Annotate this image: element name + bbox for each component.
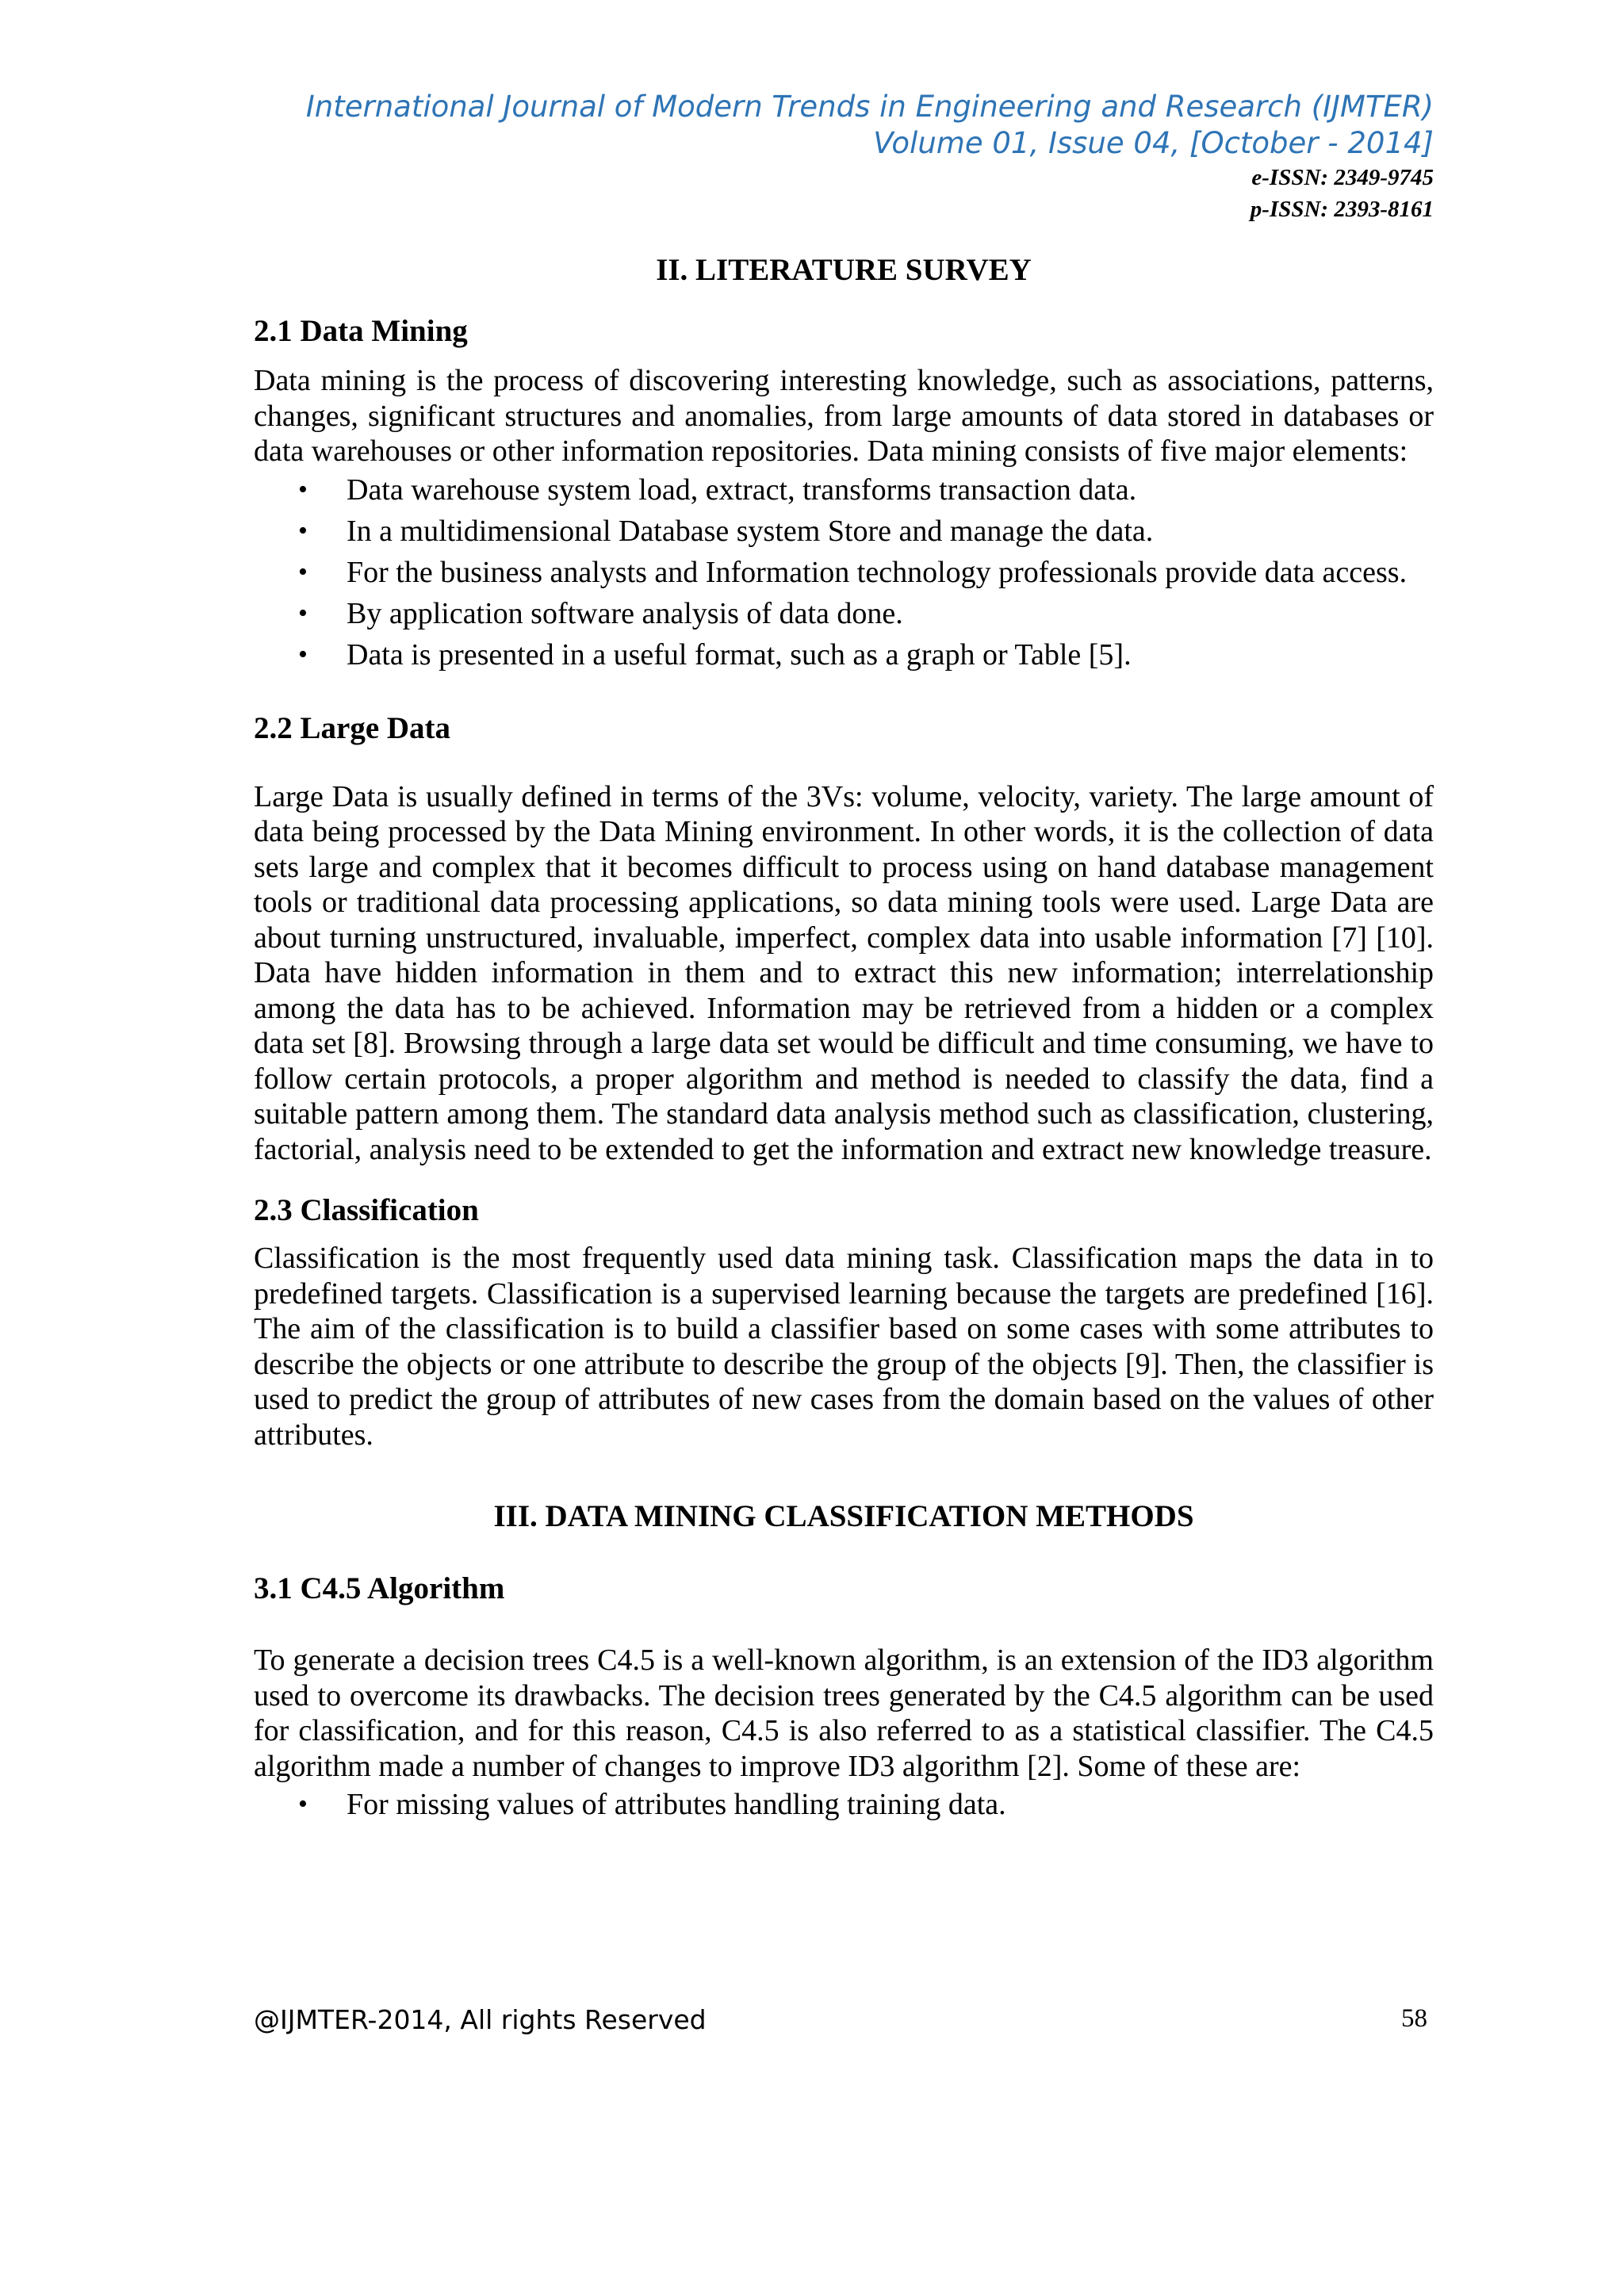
page-number: 58	[1401, 2004, 1427, 2033]
list-item-text: By application software analysis of data done.	[347, 596, 903, 630]
paragraph-data-mining: Data mining is the process of discovering interesting knowledge, such as associations, patterns, changes, significant structures and anomalies, from large amounts of data stored in databases or data warehouses or other information repositories. Data mining consists of five major elements:	[254, 364, 1434, 468]
subheading-c45-algorithm: 3.1 C4.5 Algorithm	[254, 1571, 505, 1605]
section-title-classification-methods: III. DATA MINING CLASSIFICATION METHODS	[493, 1499, 1194, 1533]
journal-volume: Volume 01, Issue 04, [October - 2014]	[873, 126, 1434, 160]
list-item	[254, 469, 1434, 511]
list-item	[254, 552, 1434, 593]
copyright-notice: @IJMTER-2014, All rights Reserved	[254, 2004, 707, 2035]
pissn: p-ISSN: 2393-8161	[1250, 197, 1434, 222]
journal-header	[306, 89, 1434, 225]
list-item-text: Data warehouse system load, extract, transforms transaction data.	[347, 473, 1137, 507]
bullet-icon: •	[298, 639, 308, 669]
list-item-text: For the business analysts and Information technology professionals provide data access.	[347, 555, 1408, 589]
eissn: e-ISSN: 2349-9745	[1251, 165, 1434, 190]
section-title-literature-survey: II. LITERATURE SURVEY	[656, 253, 1032, 287]
main-content	[254, 252, 1434, 1825]
list-item-text: Data is presented in a useful format, such as a graph or Table [5].	[347, 637, 1132, 672]
list-item-text: In a multidimensional Database system Store and manage the data.	[347, 514, 1154, 548]
bullet-icon: •	[298, 1789, 308, 1819]
journal-title: International Journal of Modern Trends in Engineering and Research (IJMTER)	[305, 90, 1434, 124]
list-item	[254, 1784, 1434, 1825]
bullet-icon: •	[298, 598, 308, 628]
list-item	[254, 634, 1434, 675]
paragraph-large-data: Large Data is usually defined in terms of the 3Vs: volume, velocity, variety. The large amount of data being processed by the Data Mining environment. In other words, it is the collection of data sets large and complex that it becomes difficult to process using on hand database management tools or traditional data processing applications, so data mining tools were used. Large Data are about turning unstructured, invaluable, imperfect, complex data into usable information [7] [10]. Data have hidden information in them and to extract this new information; interrelationship among the data has to be achieved. Information may be retrieved from a hidden or a complex data set [8]. Browsing through a large data set would be difficult and time consuming, we have to follow certain protocols, a proper algorithm and method is needed to classify the data, find a suitable pattern among them. The standard data analysis method such as classification, clustering, factorial, analysis need to be extended to get the information and extract new knowledge treasure.	[254, 779, 1434, 1166]
subheading-data-mining: 2.1 Data Mining	[254, 314, 468, 348]
bullet-icon: •	[298, 557, 308, 587]
list-item-text: For missing values of attributes handling training data.	[347, 1788, 1006, 1821]
paragraph-c45-algorithm: To generate a decision trees C4.5 is a well-known algorithm, is an extension of the ID3 algorithm used to overcome its drawbacks. The decision trees generated by the C4.5 algorithm can be used for classification, and for this reason, C4.5 is also referred to as a statistical classifier. The C4.5 algorithm made a number of changes to improve ID3 algorithm [2]. Some of these are:	[254, 1644, 1434, 1783]
subheading-classification: 2.3 Classification	[254, 1193, 479, 1227]
bullet-list-c45	[254, 1784, 1434, 1825]
list-item	[254, 593, 1434, 634]
paragraph-classification: Classification is the most frequently used data mining task. Classification maps the data in to predefined targets. Classification is a supervised learning because the targets are predefined [16]. The aim of the classification is to build a classifier based on some cases with some attributes to describe the objects or one attribute to describe the group of the objects [9]. Then, the classifier is used to predict the group of attributes of new cases from the domain based on the values of other attributes.	[254, 1242, 1434, 1452]
list-item	[254, 511, 1434, 552]
bullet-icon: •	[298, 474, 308, 504]
bullet-list-data-mining	[254, 469, 1434, 675]
bullet-icon: •	[298, 515, 308, 545]
subheading-large-data: 2.2 Large Data	[254, 710, 451, 745]
